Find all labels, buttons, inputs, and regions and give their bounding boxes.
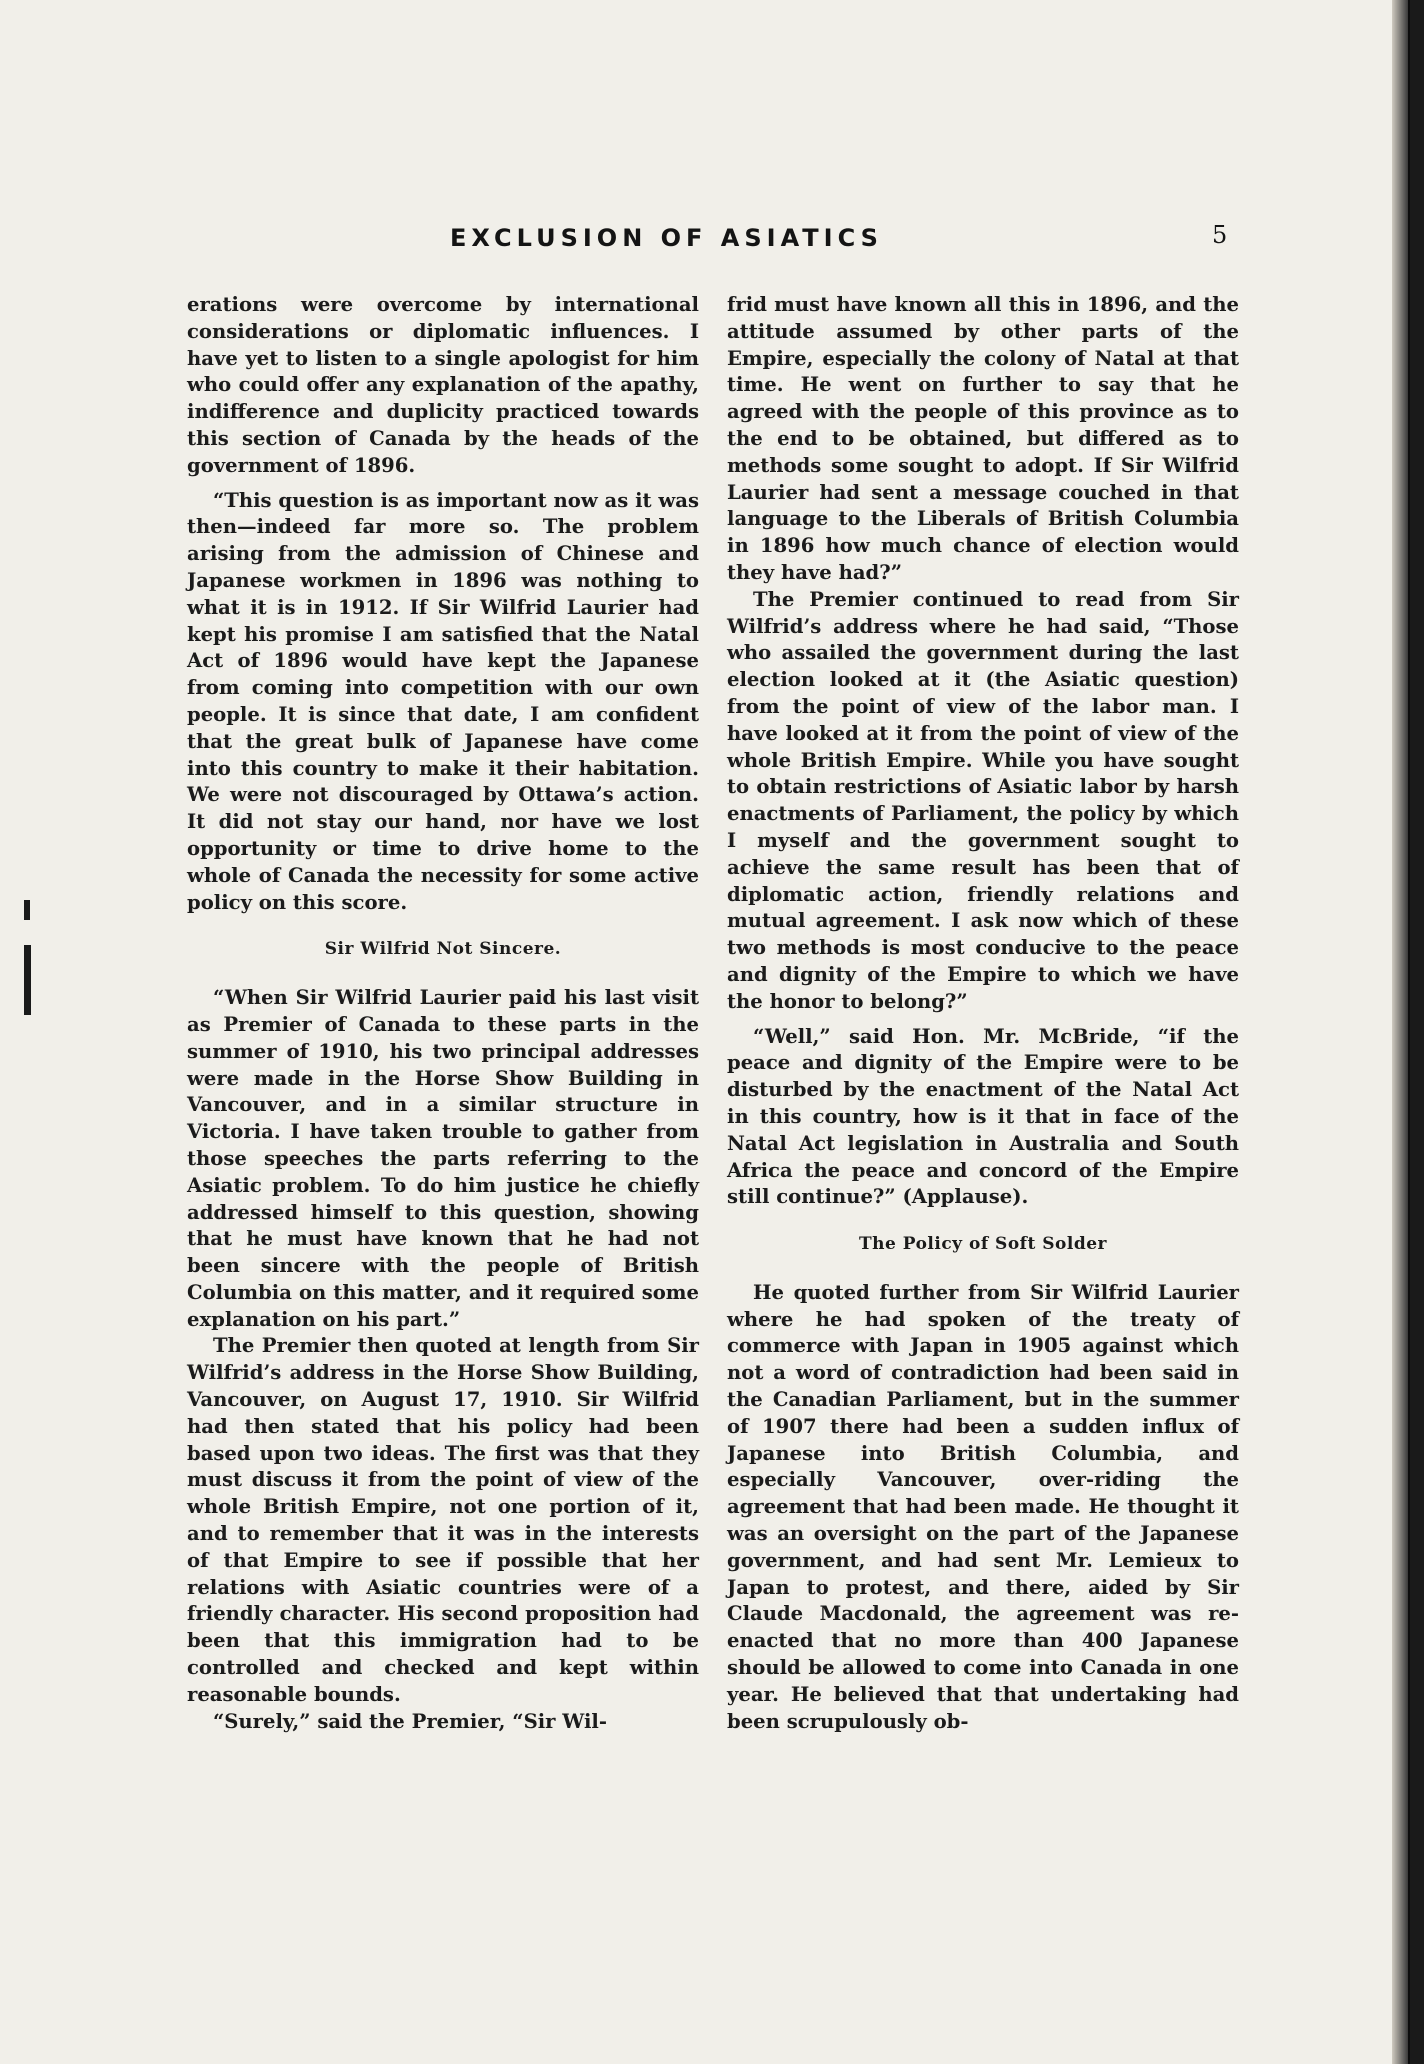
paragraph: “Surely,” said the Premier, “Sir Wil- — [213, 1709, 607, 1733]
paragraph: He quoted further from Sir Wilfrid Laurier where he had spoken of the treaty of commerce with Japan in 1905 against which not a word of contradiction had been said in the Canadian Parliament, but in the summer of 1907 there had been a sudden influx of Japanese into British Columbia, and especially Vancouver, over-riding the agreement that had been made. He thought it was an oversight on the part of the Japanese government, and had sent Mr. Lemieux to Japan to protest, and there, aided by Sir Claude Macdonald, the agreement was re-enacted that no more than 400 Japanese should be allowed to come into Canada in one year. He believed that that undertaking had been scrupulously ob- — [727, 1280, 1239, 1733]
page-edge-shadow — [1392, 0, 1408, 2064]
paragraph: “This question is as important now as it was then—indeed far more so. The problem arising from the admission of Chinese and Japanese workmen in 1896 was nothing to what it is in 1912. If Sir Wilfrid Laurier had kept his promise I am satisfied that the Natal Act of 1896 would have kept the Japanese from coming into competition with our own people. It is since that date, I am confident that the great bulk of Japanese have come into this country to make it their habitation. We were not discouraged by Ottawa’s action. It did not stay our hand, nor have we lost opportunity or time to drive home to the whole of Canada the necessity for some active policy on this score. — [187, 488, 699, 914]
running-head-title: EXCLUSION OF ASIATICS — [450, 224, 883, 252]
page-number: 5 — [1212, 221, 1228, 249]
paragraph: “Well,” said Hon. Mr. McBride, “if the peace and dignity of the Empire were to be disturbed by the enactment of the Natal Act in this country, how is it that in face of the Natal Act legislation in Australia and South Africa the peace and concord of the Empire still continue?” (Applause). — [727, 1024, 1239, 1209]
right-column — [727, 292, 1239, 1735]
running-head — [0, 221, 1408, 258]
paragraph: The Premier then quoted at length from Sir Wilfrid’s address in the Horse Show Building, Vancouver, on August 17, 1910. Sir Wilfrid had then stated that his policy had been based upon two ideas. The first was that they must discuss it from the point of view of the whole British Empire, not one portion of it, and to remember that it was in the interests of that Empire to see if possible that her relations with Asiatic countries were of a friendly character. His second proposition had been that this immigration had to be controlled and checked and kept within reasonable bounds. — [187, 1334, 699, 1706]
section-heading: The Policy of Soft Solder — [859, 1234, 1107, 1255]
paragraph: “When Sir Wilfrid Laurier paid his last visit as Premier of Canada to these parts in the summer of 1910, his two principal addresses were made in the Horse Show Building in Vancouver, and in a similar structure in Victoria. I have taken trouble to gather from those speeches the parts referring to the Asiatic problem. To do him justice he chiefly addressed himself to this question, showing that he must have known that he had not been sincere with the people of British Columbia on this matter, and it required some explanation on his part.” — [187, 986, 699, 1331]
paragraph: The Premier continued to read from Sir Wilfrid’s address where he had said, “Those who assailed the government during the last election looked at it (the Asiatic question) from the point of view of the labor man. I have looked at it from the point of view of the whole British Empire. While you have sought to obtain restrictions of Asiatic labor by harsh enactments of Parliament, the policy by which I myself and the government sought to achieve the same result has been that of diplomatic action, friendly relations and mutual agreement. I ask now which of these two methods is most conducive to the peace and dignity of the Empire to which we have the honor to belong?” — [727, 587, 1239, 1013]
paragraph: frid must have known all this in 1896, and the attitude assumed by other parts of the Empire, especially the colony of Natal at that time. He went on further to say that he agreed with the people of this province as to the end to be obtained, but differed as to methods some sought to adopt. If Sir Wilfrid Laurier had sent a message couched in that language to the Liberals of British Columbia in 1896 how much chance of election would they have had?” — [727, 293, 1239, 584]
scan-speck — [24, 900, 30, 920]
paragraph: erations were overcome by international considerations or diplomatic influences. I have yet to listen to a single apologist for him who could offer any explanation of the apathy, indifference and duplicity practiced towards this section of Canada by the heads of the government of 1896. — [187, 293, 699, 477]
scan-speck — [24, 945, 31, 1015]
section-heading: Sir Wilfrid Not Sincere. — [324, 939, 562, 960]
left-column — [187, 292, 699, 1735]
